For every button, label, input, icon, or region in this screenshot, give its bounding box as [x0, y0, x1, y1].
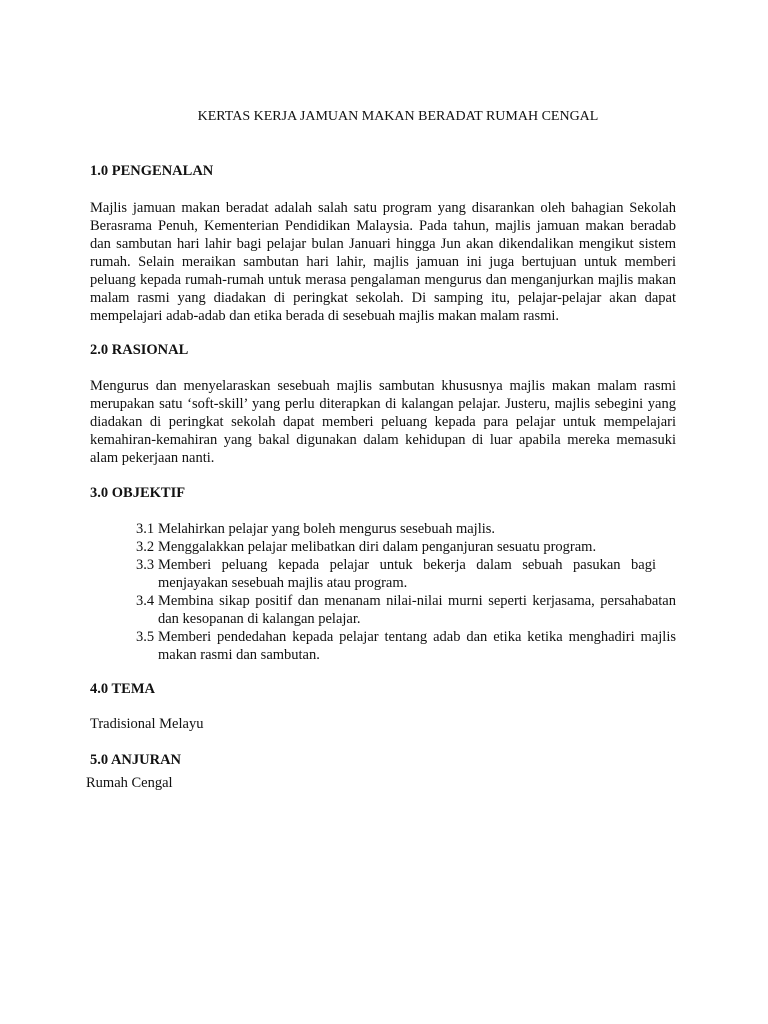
section-heading-objektif: 3.0 OBJEKTIF — [90, 485, 186, 501]
objective-number: 3.2 — [136, 539, 155, 555]
objective-number: 3.5 — [136, 629, 155, 645]
objective-text: Membina sikap positif dan menanam nilai-nilai murni seperti kerjasama, persahabatan dan kesopanan di kalangan pelajar. — [158, 593, 676, 627]
objective-text: Memberi peluang kepada pelajar untuk bekerja dalam sebuah pasukan bagi menjayakan sesebuah majlis atau program. — [158, 557, 656, 591]
objective-item — [136, 556, 676, 592]
objective-number: 3.4 — [136, 593, 155, 609]
section-body-pengenalan: Majlis jamuan makan beradat adalah salah satu program yang disarankan oleh bahagian Sekolah Berasrama Penuh, Kementerian Pendidikan Malaysia. Pada tahun, majlis jamuan makan beradab dan sambutan hari lahir bagi pelajar bulan Januari hingga Jun akan dikendalikan mengikut sistem rumah. Selain meraikan sambutan hari lahir, majlis jamuan ini juga bertujuan untuk memberi peluang kepada rumah-rumah untuk merasa pengalaman mengurus dan menganjurkan majlis makan malam rasmi yang diadakan di peringkat sekolah. Di samping itu, pelajar-pelajar akan dapat mempelajari adab-adab dan etika berada di sesebuah majlis makan malam rasmi. — [90, 200, 676, 324]
section-heading-rasional: 2.0 RASIONAL — [90, 342, 189, 358]
section-body-rasional: Mengurus dan menyelaraskan sesebuah majlis sambutan khususnya majlis makan malam rasmi merupakan satu ‘soft-skill’ yang perlu diterapkan di kalangan pelajar. Justeru, majlis sebegini yang diadakan di peringkat sekolah dapat memberi peluang kepada para pelajar untuk mempelajari kemahiran-kemahiran yang bakal digunakan dalam kehidupan di luar apabila mereka memasuki alam pekerjaan nanti. — [90, 378, 676, 466]
section-heading-tema: 4.0 TEMA — [90, 681, 155, 697]
objective-number: 3.1 — [136, 521, 155, 537]
objective-text: Melahirkan pelajar yang boleh mengurus sesebuah majlis. — [158, 521, 496, 537]
objective-text: Memberi pendedahan kepada pelajar tentang adab dan etika ketika menghadiri majlis makan rasmi dan sambutan. — [158, 629, 676, 663]
section-body-tema: Tradisional Melayu — [90, 716, 204, 732]
objective-list — [136, 520, 676, 664]
objective-item — [136, 592, 676, 628]
objective-text: Menggalakkan pelajar melibatkan diri dalam penganjuran sesuatu program. — [158, 539, 597, 555]
objective-item — [136, 520, 676, 538]
document-title: KERTAS KERJA JAMUAN MAKAN BERADAT RUMAH CENGAL — [197, 109, 599, 124]
objective-number: 3.3 — [136, 557, 155, 573]
section-body-anjuran: Rumah Cengal — [86, 775, 173, 791]
objective-item — [136, 538, 676, 556]
section-heading-pengenalan: 1.0 PENGENALAN — [90, 163, 214, 179]
section-heading-anjuran: 5.0 ANJURAN — [90, 752, 182, 768]
objective-item — [136, 628, 676, 664]
